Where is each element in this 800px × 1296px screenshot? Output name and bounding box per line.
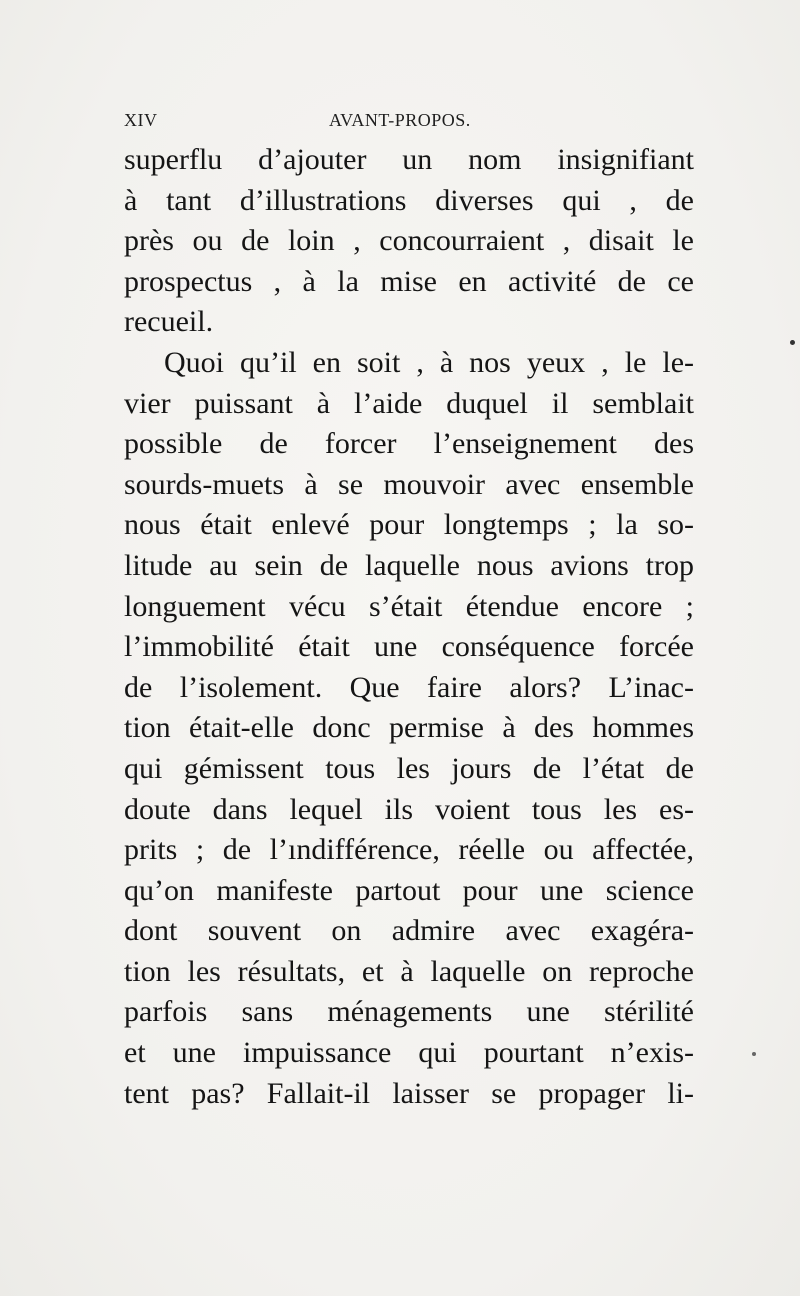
text-line: à tant d’illustrations diverses qui , de <box>124 183 694 217</box>
text-line: tent pas? Fallait-il laisser se propager li- <box>124 1076 694 1110</box>
paragraph-first-line: Quoi qu’il en soit , à nos yeux , le le- <box>164 345 694 379</box>
text-line: superflu d’ajouter un nom insignifiant <box>124 143 694 176</box>
text-line: doute dans lequel ils voient tous les es- <box>124 792 694 826</box>
running-head <box>124 110 692 136</box>
text-line: parfois sans ménagements une stérilité <box>124 995 694 1029</box>
text-line: et une impuissance qui pourtant n’exis- <box>124 1036 694 1070</box>
body-text <box>124 140 694 1114</box>
page-number: XIV <box>124 110 158 130</box>
running-title: AVANT-PROPOS. <box>329 110 471 130</box>
text-line: sourds-muets à se mouvoir avec ensemble <box>124 467 694 501</box>
text-line: vier puissant à l’aide duquel il semblait <box>124 386 694 420</box>
text-line: de l’isolement. Que faire alors? L’inac- <box>124 670 694 704</box>
text-line: près ou de loin , concourraient , disait le <box>124 224 694 258</box>
text-line: qu’on manifeste partout pour une science <box>124 873 694 907</box>
text-line: prits ; de l’ındifférence, réelle ou affectée, <box>124 833 694 867</box>
text-line: longuement vécu s’était étendue encore ; <box>124 589 694 623</box>
text-line: qui gémissent tous les jours de l’état de <box>124 751 694 785</box>
text-line: prospectus , à la mise en activité de ce <box>124 264 694 298</box>
text-line: possible de forcer l’enseignement des <box>124 427 694 461</box>
text-line: litude au sein de laquelle nous avions trop <box>124 548 694 582</box>
text-line: nous était enlevé pour longtemps ; la so- <box>124 508 694 542</box>
text-line: tion était-elle donc permise à des hommes <box>124 711 694 745</box>
text-line: l’immobilité était une conséquence forcée <box>124 630 694 664</box>
text-line: dont souvent on admire avec exagéra- <box>124 914 694 948</box>
ink-speck <box>790 340 795 345</box>
ink-speck <box>752 1052 756 1056</box>
text-line: recueil. <box>124 305 214 339</box>
text-line: tion les résultats, et à laquelle on reproche <box>124 954 694 988</box>
